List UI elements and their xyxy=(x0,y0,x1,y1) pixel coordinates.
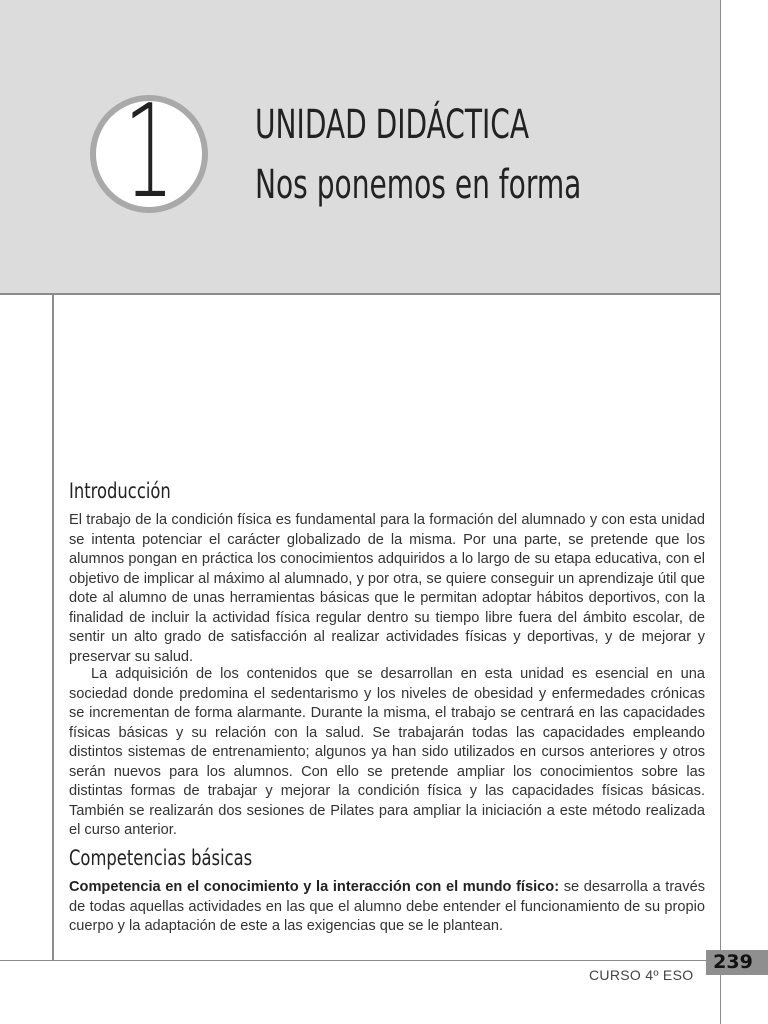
footer-rule xyxy=(0,960,706,961)
intro-paragraph-2 xyxy=(69,665,705,841)
intro-paragraph-2-text: La adquisición de los contenidos que se desarrollan en esta unidad es esencial en una sociedad donde predomina el sedentarismo y los niveles de obesidad y enfermedades crónicas se incrementan de forma alarmante. Durante la misma, el trabajo se centrará en las capacidades físicas básicas y su relación con la salud. Se trabajarán todas las capacidades empleando distintos sistemas de entrenamiento; algunos ya han sido utilizados en cursos anteriores y otros serán nuevos para los alumnos. Con ello se pretende ampliar los conocimientos sobre las distintas formas de trabajar y mejorar la condición física y las capacidades físicas básicas. También se realizarán dos sesiones de Pilates para ampliar la iniciación a este método realizada el curso anterior. xyxy=(69,666,705,838)
section-heading-competencias: Competencias básicas xyxy=(69,846,253,870)
competencia-text: se desarrolla a través de todas aquellas actividades en las que el alumno debe entender el funcionamiento de su propio cuerpo y la adaptación de este a las exigencias que se le plantean. xyxy=(69,879,706,934)
unit-subtitle: Nos ponemos en forma xyxy=(255,162,582,208)
right-margin-rule xyxy=(720,0,721,1024)
section-heading-introduccion: Introducción xyxy=(69,479,171,503)
course-footer: CURSO 4º ESO xyxy=(589,967,694,983)
competencia-paragraph xyxy=(69,878,705,937)
left-margin-rule xyxy=(52,295,54,960)
intro-paragraph-1: El trabajo de la condición física es fundamental para la formación del alumnado y con esta unidad se intenta potenciar el carácter globalizado de la misma. Por una parte, se pretende que los alumnos pongan en práctica los conocimientos adquiridos a lo largo de su etapa educativa, con el objetivo de implicar al máximo al alumnado, y por otra, se quiere conseguir un aprendizaje útil que dote al alumno de unas herramientas básicas que le permitan adoptar hábitos deportivos, con la finalidad de incluir la actividad física regular dentro su tiempo libre fuera del ámbito escolar, de sentir un alto grado de satisfacción al realizar actividades físicas y deportivas, y de mejorar y preservar su salud. xyxy=(69,512,705,665)
unit-number: 1 xyxy=(123,78,175,227)
page-number: 239 xyxy=(713,951,753,973)
unit-title: UNIDAD DIDÁCTICA xyxy=(255,102,530,148)
competencia-lead: Competencia en el conocimiento y la interacción con el mundo físico: xyxy=(69,879,560,895)
